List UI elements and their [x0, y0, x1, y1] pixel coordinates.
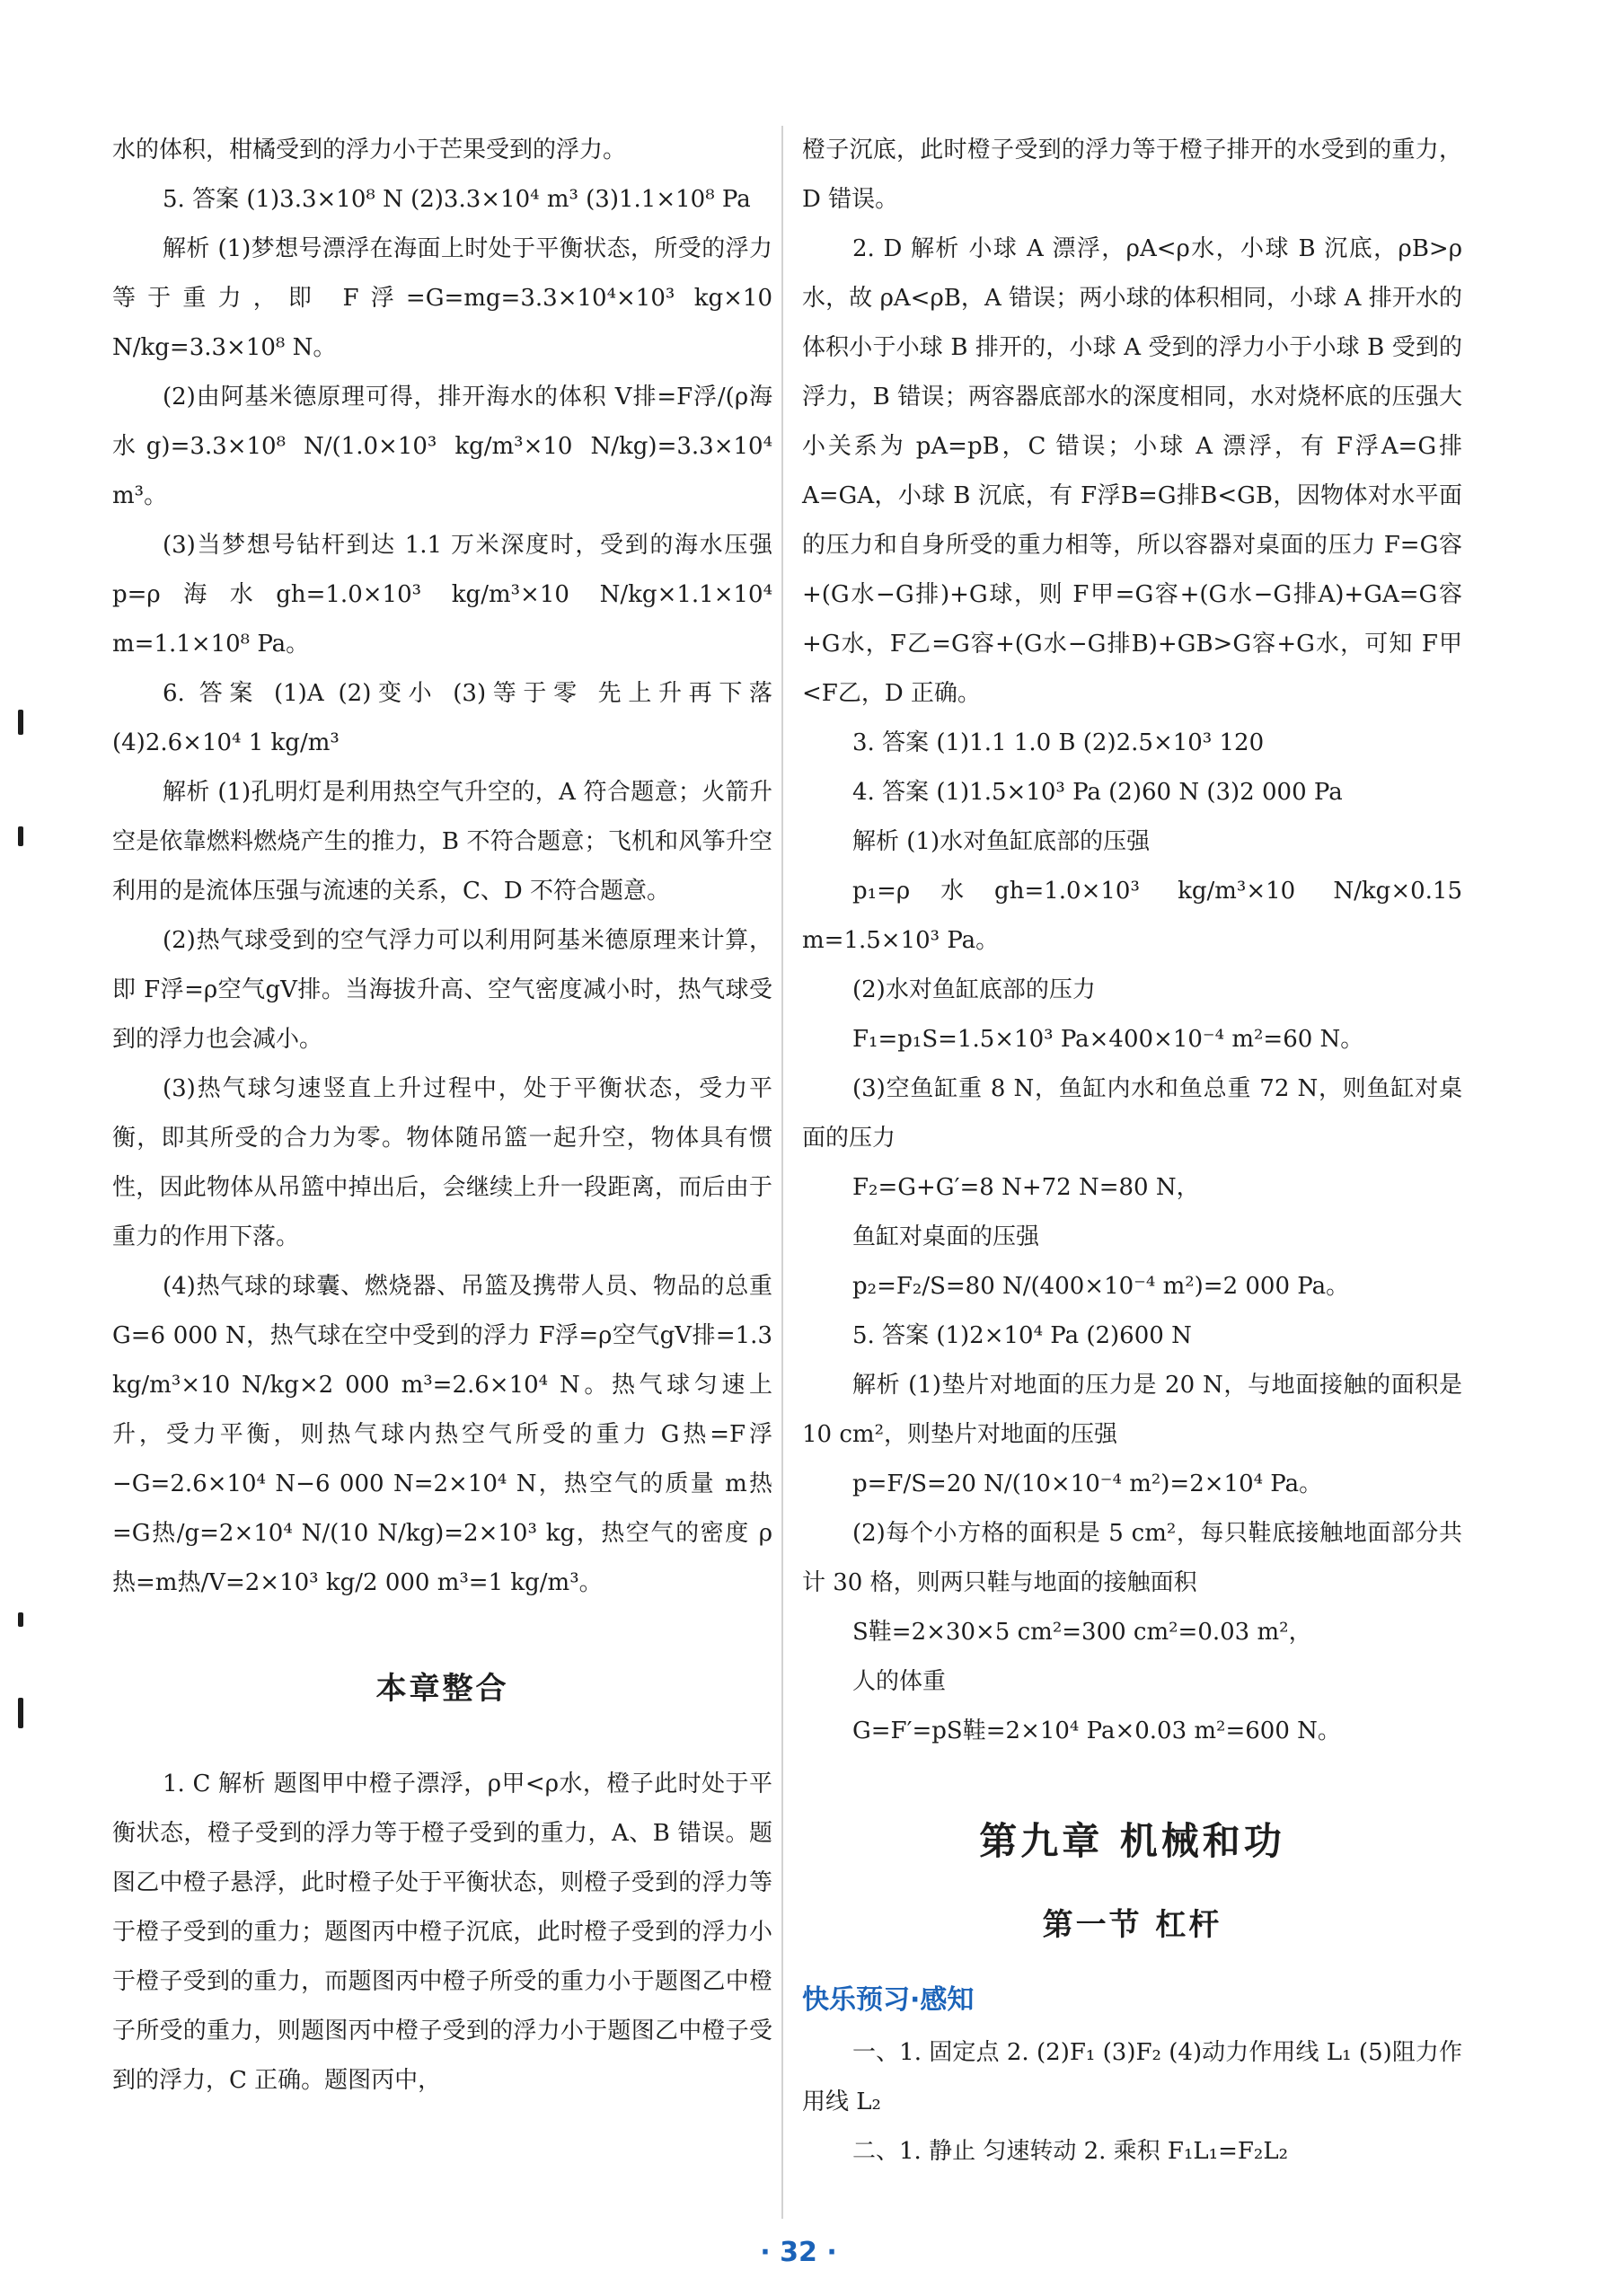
paragraph: (3)空鱼缸重 8 N，鱼缸内水和鱼总重 72 N，则鱼缸对桌面的压力: [802, 1075, 1462, 1152]
paragraph: 6. 答案 (1)A (2)变小 (3)等于零 先上升再下落 (4)2.6×10⁴ 1 kg/m³: [112, 680, 772, 756]
paragraph: 2. D 解析 小球 A 漂浮，ρA<ρ水，小球 B 沉底，ρB>ρ水，故 ρA<ρB，A 错误；两小球的体积相同，小球 A 排开水的体积小于小球 B 排开的，小球 A 受到的浮力小于小球 B 受到的浮力，B 错误；两容器底部水的深度相同，水对烧杯底的压强大小关系为 pA=pB，C 错误；小球 A 漂浮，有 F浮A=G排A=GA，小球 B 沉底，有 F浮B=G排B<GB，因物体对水平面的压力和自身所受的重力相等，所以容器对桌面的压力 F=G容+(G水−G排)+G球，则 F甲=G容+(G水−G排A)+GA=G容+G水，F乙=G容+(G水−G排B)+GB>G容+G水，可知 F甲<F乙，D 正确。: [802, 235, 1462, 707]
margin-mark: [18, 826, 23, 846]
paragraph: p₂=F₂/S=80 N/(400×10⁻⁴ m²)=2 000 Pa。: [852, 1273, 1350, 1300]
paragraph: 1. C 解析 题图甲中橙子漂浮，ρ甲<ρ水，橙子此时处于平衡状态，橙子受到的浮力等于橙子受到的重力，A、B 错误。题图乙中橙子悬浮，此时橙子处于平衡状态，则橙子受到的浮力等于橙子受到的重力；题图丙中橙子沉底，此时橙子受到的浮力小于橙子受到的重力，而题图丙中橙子所受的重力小于题图乙中橙子所受的重力，则题图丙中橙子受到的浮力小于题图乙中橙子受到的浮力，C 正确。题图丙中，: [112, 1771, 772, 2094]
paragraph: (2)热气球受到的空气浮力可以利用阿基米德原理来计算，即 F浮=ρ空气gV排。当海拔升高、空气密度减小时，热气球受到的浮力也会减小。: [112, 927, 772, 1053]
paragraph: S鞋=2×30×5 cm²=300 cm²=0.03 m²，: [852, 1619, 1312, 1646]
column-divider: [781, 126, 783, 2219]
paragraph: 二、1. 静止 匀速转动 2. 乘积 F₁L₁=F₂L₂: [852, 2138, 1289, 2165]
paragraph: p₁=ρ水gh=1.0×10³ kg/m³×10 N/kg×0.15 m=1.5×10³ Pa。: [802, 878, 1462, 954]
paragraph: 4. 答案 (1)1.5×10³ Pa (2)60 N (3)2 000 Pa: [852, 779, 1343, 806]
page-number: · 32 ·: [760, 2237, 837, 2268]
paragraph: 橙子沉底，此时橙子受到的浮力等于橙子排开的水受到的重力，D 错误。: [802, 137, 1462, 213]
left-paragraphs: [112, 126, 772, 1608]
margin-mark: [18, 1612, 23, 1627]
paragraph: 解析 (1)梦想号漂浮在海面上时处于平衡状态，所受的浮力等于重力，即 F浮=G=mg=3.3×10⁴×10³ kg×10 N/kg=3.3×10⁸ N。: [112, 235, 772, 361]
left-column: [112, 126, 772, 2106]
right-paragraphs: [802, 126, 1462, 1756]
paragraph: (2)水对鱼缸底部的压力: [852, 976, 1096, 1003]
paragraph: F₂=G+G′=8 N+72 N=80 N，: [852, 1174, 1200, 1201]
margin-mark: [18, 1698, 23, 1728]
left-paragraphs-after: [112, 1760, 772, 2106]
paragraph: 鱼缸对桌面的压强: [852, 1223, 1040, 1250]
paragraph: 水的体积，柑橘受到的浮力小于芒果受到的浮力。: [112, 137, 627, 163]
section-title-chapter-summary: 本章整合: [375, 1671, 509, 1707]
paragraph: 解析 (1)孔明灯是利用热空气升空的，A 符合题意；火箭升空是依靠燃料燃烧产生的推力，B 不符合题意；飞机和风筝升空利用的是流体压强与流速的关系，C、D 不符合题意。: [112, 779, 772, 905]
paragraph: (2)由阿基米德原理可得，排开海水的体积 V排=F浮/(ρ海水g)=3.3×10⁸ N/(1.0×10³ kg/m³×10 N/kg)=3.3×10⁴ m³。: [112, 384, 772, 509]
margin-mark: [18, 710, 23, 735]
paragraph: 解析 (1)垫片对地面的压力是 20 N，与地面接触的面积是 10 cm²，则垫片对地面的压强: [802, 1372, 1462, 1448]
paragraph: p=F/S=20 N/(10×10⁻⁴ m²)=2×10⁴ Pa。: [852, 1470, 1323, 1497]
section-heading-preview: 快乐预习·感知: [802, 1984, 975, 2016]
chapter-title: 第九章 机械和功: [979, 1819, 1285, 1863]
paragraph: F₁=p₁S=1.5×10³ Pa×400×10⁻⁴ m²=60 N。: [852, 1026, 1364, 1053]
paragraph: (4)热气球的球囊、燃烧器、吊篮及携带人员、物品的总重 G=6 000 N，热气球在空中受到的浮力 F浮=ρ空气gV排=1.3 kg/m³×10 N/kg×2 000 m³=2.6×10⁴ N。热气球匀速上升，受力平衡，则热气球内热空气所受的重力 G热=F浮−G=2.6×10⁴ N−6 000 N=2×10⁴ N，热空气的质量 m热=G热/g=2×10⁴ N/(10 N/kg)=2×10³ kg，热空气的密度 ρ热=m热/V=2×10³ kg/2 000 m³=1 kg/m³。: [112, 1273, 772, 1596]
paragraph: 解析 (1)水对鱼缸底部的压强: [852, 828, 1151, 855]
paragraph: 3. 答案 (1)1.1 1.0 B (2)2.5×10³ 120: [852, 729, 1265, 756]
paragraph: 5. 答案 (1)2×10⁴ Pa (2)600 N: [852, 1322, 1192, 1349]
paragraph: 一、1. 固定点 2. (2)F₁ (3)F₂ (4)动力作用线 L₁ (5)阻力作用线 L₂: [802, 2039, 1462, 2115]
paragraph: (2)每个小方格的面积是 5 cm²，每只鞋底接触地面部分共计 30 格，则两只鞋与地面的接触面积: [802, 1520, 1462, 1596]
paragraph: 人的体重: [852, 1668, 947, 1695]
paragraph: (3)当梦想号钻杆到达 1.1 万米深度时，受到的海水压强 p=ρ海水gh=1.0×10³ kg/m³×10 N/kg×1.1×10⁴ m=1.1×10⁸ Pa。: [112, 532, 772, 658]
right-paragraphs-after: [802, 2028, 1462, 2177]
paragraph: 5. 答案 (1)3.3×10⁸ N (2)3.3×10⁴ m³ (3)1.1×10⁸ Pa: [163, 186, 751, 213]
paragraph: (3)热气球匀速竖直上升过程中，处于平衡状态，受力平衡，即其所受的合力为零。物体随吊篮一起升空，物体具有惯性，因此物体从吊篮中掉出后，会继续上升一段距离，而后由于重力的作用下落。: [112, 1075, 772, 1250]
right-column: [802, 126, 1462, 2177]
paragraph: G=F′=pS鞋=2×10⁴ Pa×0.03 m²=600 N。: [852, 1718, 1341, 1744]
section-title-lever: 第一节 杠杆: [1042, 1907, 1222, 1943]
